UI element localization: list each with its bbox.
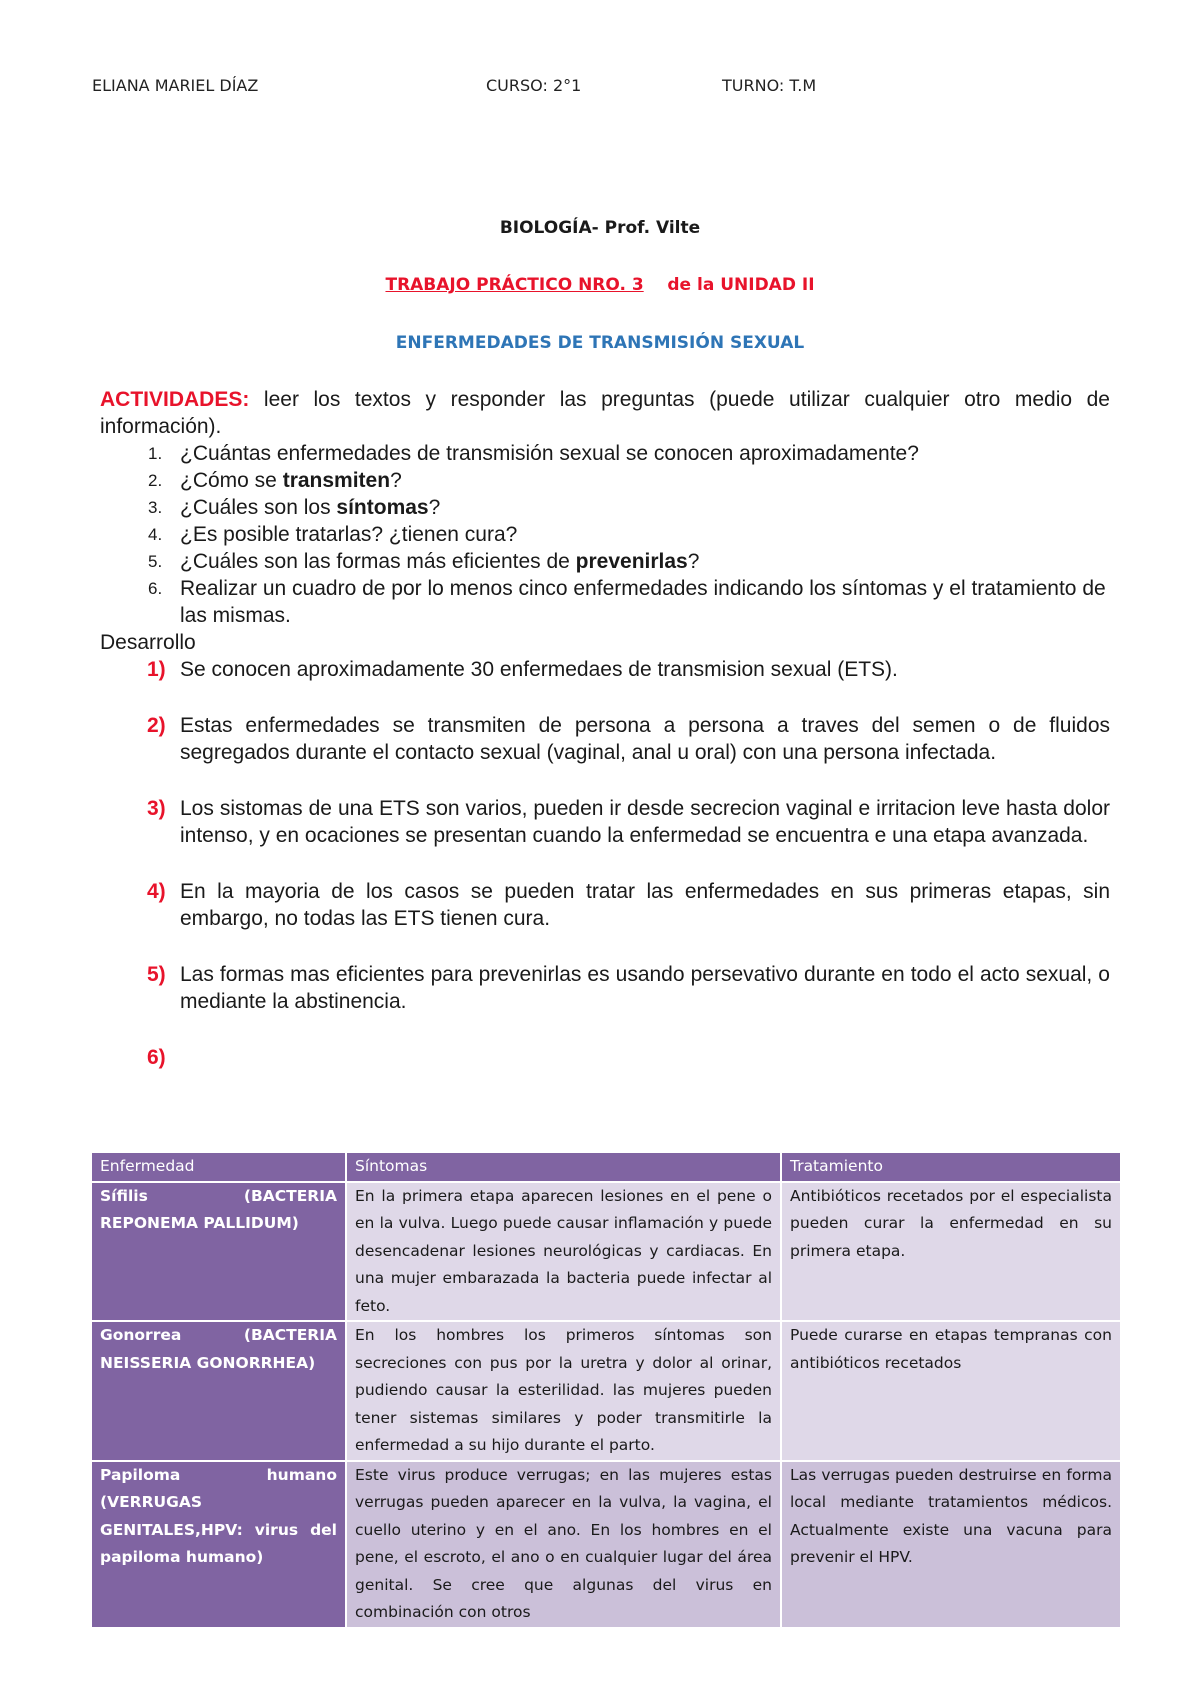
answer-item: 1) Se conocen aproximadamente 30 enfermedaes de transmision sexual (ETS). — [147, 658, 898, 681]
activities-text: leer los textos y responder las preguntas (puede utilizar cualquier otro medio de información). — [100, 388, 1110, 438]
activities-intro — [100, 386, 1110, 440]
question-item: 3. ¿Cuáles son los síntomas? — [148, 496, 441, 519]
symptoms-cell: Este virus produce verrugas; en las mujeres estas verrugas pueden aparecer en la vulva, la vagina, el cuello uterino y en el ano. En los hombres en el pene, el escroto, el ano o en cualquier lugar del área genital. Se cree que algunas del virus en combinación con otros — [346, 1461, 781, 1627]
questions-list — [100, 440, 1110, 629]
answer-item: 2) Estas enfermedades se transmiten de persona a persona a traves del semen o de fluidos segregados durante el contacto sexual (vaginal, anal u oral) con una persona infectada. — [147, 714, 1110, 764]
disease-cell: Gonorrea (BACTERIA NEISSERIA GONORRHEA) — [92, 1321, 346, 1461]
assignment-title — [0, 275, 1200, 295]
table-row — [92, 1321, 1121, 1461]
answer-item: 3) Los sistomas de una ETS son varios, pueden ir desde secrecion vaginal e irritacion leve hasta dolor intenso, y en ocaciones se presentan cuando la enfermedad se encuentra e una etapa avanzada. — [147, 797, 1110, 847]
symptoms-cell: En la primera etapa aparecen lesiones en el pene o en la vulva. Luego puede causar inflamación y puede desencadenar lesiones neurológicas y cardiacas. En una mujer embarazada la bacteria puede infectar al feto. — [346, 1182, 781, 1322]
document-body: ACTIVIDADES: leer los textos y responder las preguntas (puede utilizar cualquier otro medio de información). 1. ¿Cuántas enfermedades de transmisión sexual se conocen aproximadamente? 2. ¿Cómo se transmiten? 3. ¿Cuáles son los síntomas? 4. ¿Es posible tratarlas? ¿tienen cura? 5. ¿Cuáles son las formas más eficientes de prevenirlas? 6. Realizar un cuadro de por lo menos cinco enfermedades indicando los síntomas y el tratamiento de las mismas. Desarrollo 1) Se conocen aproximadamente 30 enfermedaes de transmision sexual (ETS). 2) Estas enfermedades se transmiten de persona a persona a traves del semen o de fluidos segregados durante el contacto sexual (vaginal, anal u oral) con una persona infectada. 3) Los sistomas de una ETS son varios, pueden ir desde secrecion vaginal e irritacion leve hasta dolor intenso, y en ocaciones se presentan cuando la enfermedad se encuentra e una etapa avanzada. 4) En la mayoria de los casos se pueden tratar las enfermedades en sus primeras etapas, sin embargo, no todas las ETS tienen cura. 5) Las formas mas eficientes para prevenirlas es usando persevativo durante en todo el acto sexual, o mediante la abstinencia. 6) — [100, 388, 1110, 1069]
disease-cell: Sífilis (BACTERIA REPONEMA PALLIDUM) — [92, 1182, 346, 1322]
question-item: 5. ¿Cuáles son las formas más eficientes de prevenirlas? — [148, 550, 700, 573]
assignment-unit: de la UNIDAD II — [667, 275, 815, 295]
answer-item: 5) Las formas mas eficientes para prevenirlas es usando persevativo durante en todo el acto sexual, o mediante la abstinencia. — [147, 963, 1110, 1013]
page-header — [0, 76, 1200, 100]
treatment-cell: Antibióticos recetados por el especialista pueden curar la enfermedad en su primera etapa. — [781, 1182, 1121, 1322]
question-item: 1. ¿Cuántas enfermedades de transmisión sexual se conocen aproximadamente? — [148, 442, 919, 465]
course-label: CURSO: 2°1 — [486, 76, 582, 95]
subject-title: BIOLOGÍA- Prof. Vilte — [499, 218, 701, 238]
diseases-table — [92, 1153, 1122, 1627]
question-item: 6. Realizar un cuadro de por lo menos cinco enfermedades indicando los síntomas y el tratamiento de las mismas. — [148, 577, 1106, 627]
shift-label: TURNO: T.M — [722, 76, 817, 95]
table-row — [92, 1182, 1121, 1322]
table-row — [92, 1461, 1121, 1627]
question-item: 2. ¿Cómo se transmiten? — [148, 469, 402, 492]
header-disease: Enfermedad — [92, 1153, 346, 1182]
assignment-number: TRABAJO PRÁCTICO NRO. 3 — [385, 275, 644, 295]
question-item: 4. ¿Es posible tratarlas? ¿tienen cura? — [148, 523, 518, 546]
student-name: ELIANA MARIEL DÍAZ — [92, 76, 259, 95]
symptoms-cell: En los hombres los primeros síntomas son secreciones con pus por la uretra y dolor al orinar, pudiendo causar la esterilidad. las mujeres pueden tener sistemas similares y poder transmitirle la enfermedad a su hijo durante el parto. — [346, 1321, 781, 1461]
header-symptoms: Síntomas — [346, 1153, 781, 1182]
development-heading: Desarrollo — [100, 631, 196, 654]
header-treatment: Tratamiento — [781, 1153, 1121, 1182]
disease-cell: Papiloma humano (VERRUGAS GENITALES,HPV: virus del papiloma humano) — [92, 1461, 346, 1627]
topic-title: ENFERMEDADES DE TRANSMISIÓN SEXUAL — [395, 333, 805, 353]
treatment-cell: Las verrugas pueden destruirse en forma local mediante tratamientos médicos. Actualmente existe una vacuna para prevenir el HPV. — [781, 1461, 1121, 1627]
table-header-row — [92, 1153, 1121, 1182]
activities-label: ACTIVIDADES: — [100, 388, 250, 411]
treatment-cell: Puede curarse en etapas tempranas con antibióticos recetados — [781, 1321, 1121, 1461]
answer-item: 4) En la mayoria de los casos se pueden tratar las enfermedades en sus primeras etapas, sin embargo, no todas las ETS tienen cura. — [147, 880, 1110, 930]
